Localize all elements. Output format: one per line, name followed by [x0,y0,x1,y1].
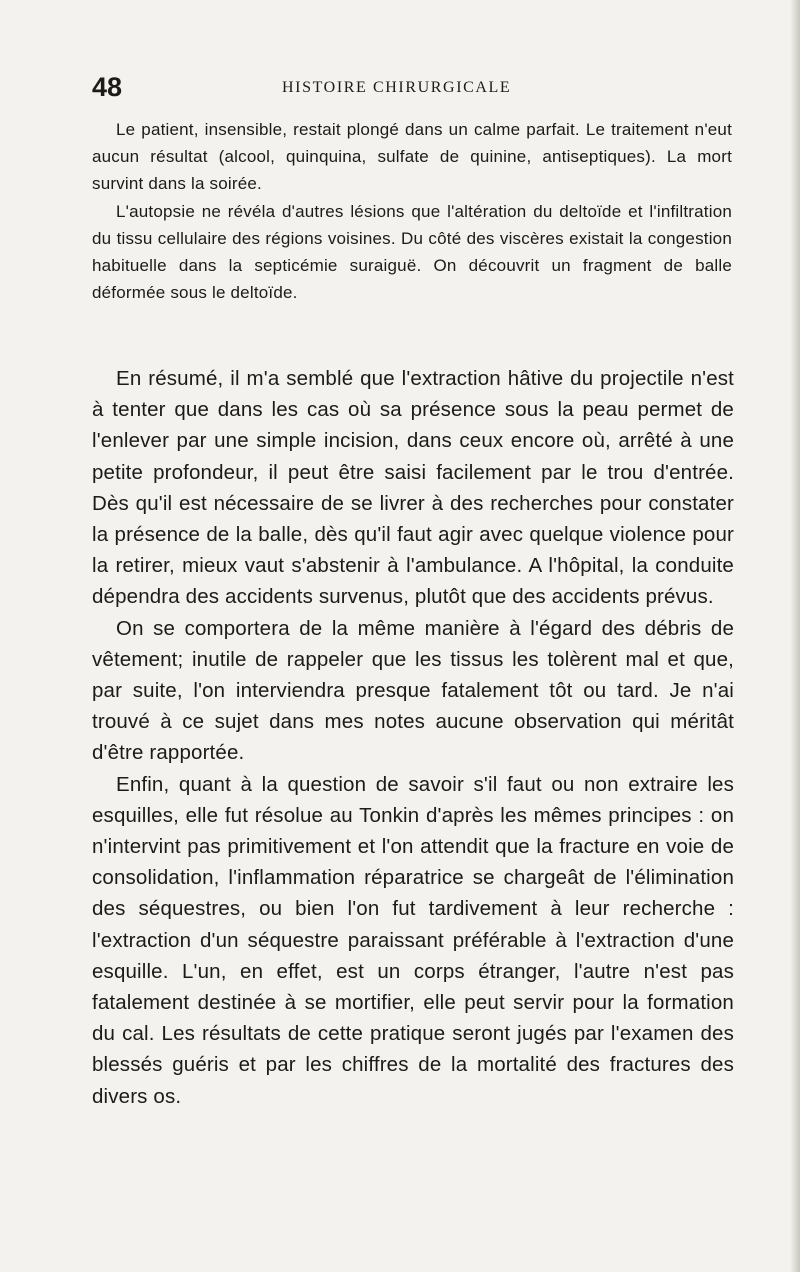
paragraph: On se comportera de la même manière à l'égard des débris de vêtement; inutile de rappeler que les tissus les tolèrent mal et que, par suite, l'on interviendra presque fatalement tôt ou tard. Je n'ai trouvé à ce sujet dans mes notes aucune observation qui méritât d'être rapportée. [92,616,734,765]
paragraph: Le patient, insensible, restait plongé dans un calme parfait. Le traitement n'eut aucun résultat (alcool, quinquina, sulfate de quinine, antiseptiques). La mort survint dans la soirée. [92,120,732,194]
paragraph: L'autopsie ne révéla d'autres lésions que l'altération du deltoïde et l'infiltration du tissu cellulaire des régions voisines. Du côté des viscères existait la congestion habituelle dans la septicémie suraiguë. On découvrit un fragment de balle déformée sous le deltoïde. [92,201,732,303]
running-title: HISTOIRE CHIRURGICALE [282,79,512,96]
running-head [0,72,800,112]
paragraph: En résumé, il m'a semblé que l'extraction hâtive du projectile n'est à tenter que dans les cas où sa présence sous la peau permet de l'enlever par une simple incision, dans ceux encore où, arrêté à une petite profondeur, il peut être saisi facilement par le trou d'entrée. Dès qu'il est nécessaire de se livrer à des recherches pour constater la présence de la balle, dès qu'il faut agir avec quelque violence pour la retirer, mieux vaut s'abstenir à l'ambulance. A l'hôpital, la conduite dépendra des accidents survenus, plutôt que des accidents prévus. [92,367,734,609]
main-text [92,363,734,1112]
page-number: 48 [92,72,123,102]
paragraph: Enfin, quant à la question de savoir s'il faut ou non extraire les esquilles, elle fut résolue au Tonkin d'après les mêmes principes : on n'intervint pas primitivement et l'on attendit que la fracture en voie de consolidation, l'inflammation réparatrice se chargeât de l'élimination des séquestres, ou bien l'on fut tardivement à leur recherche : l'extraction d'un séquestre paraissant préférable à l'extraction d'une esquille. L'un, en effet, est un corps étranger, l'autre n'est pas fatalement destinée à se mortifier, elle peut servir pour la formation du cal. Les résultats de cette pratique seront jugés par l'examen des blessés guéris et par les chiffres de la mortalité des fractures des divers os. [92,772,734,1108]
case-report-text [92,116,732,306]
page-edge-shadow [790,0,800,1272]
